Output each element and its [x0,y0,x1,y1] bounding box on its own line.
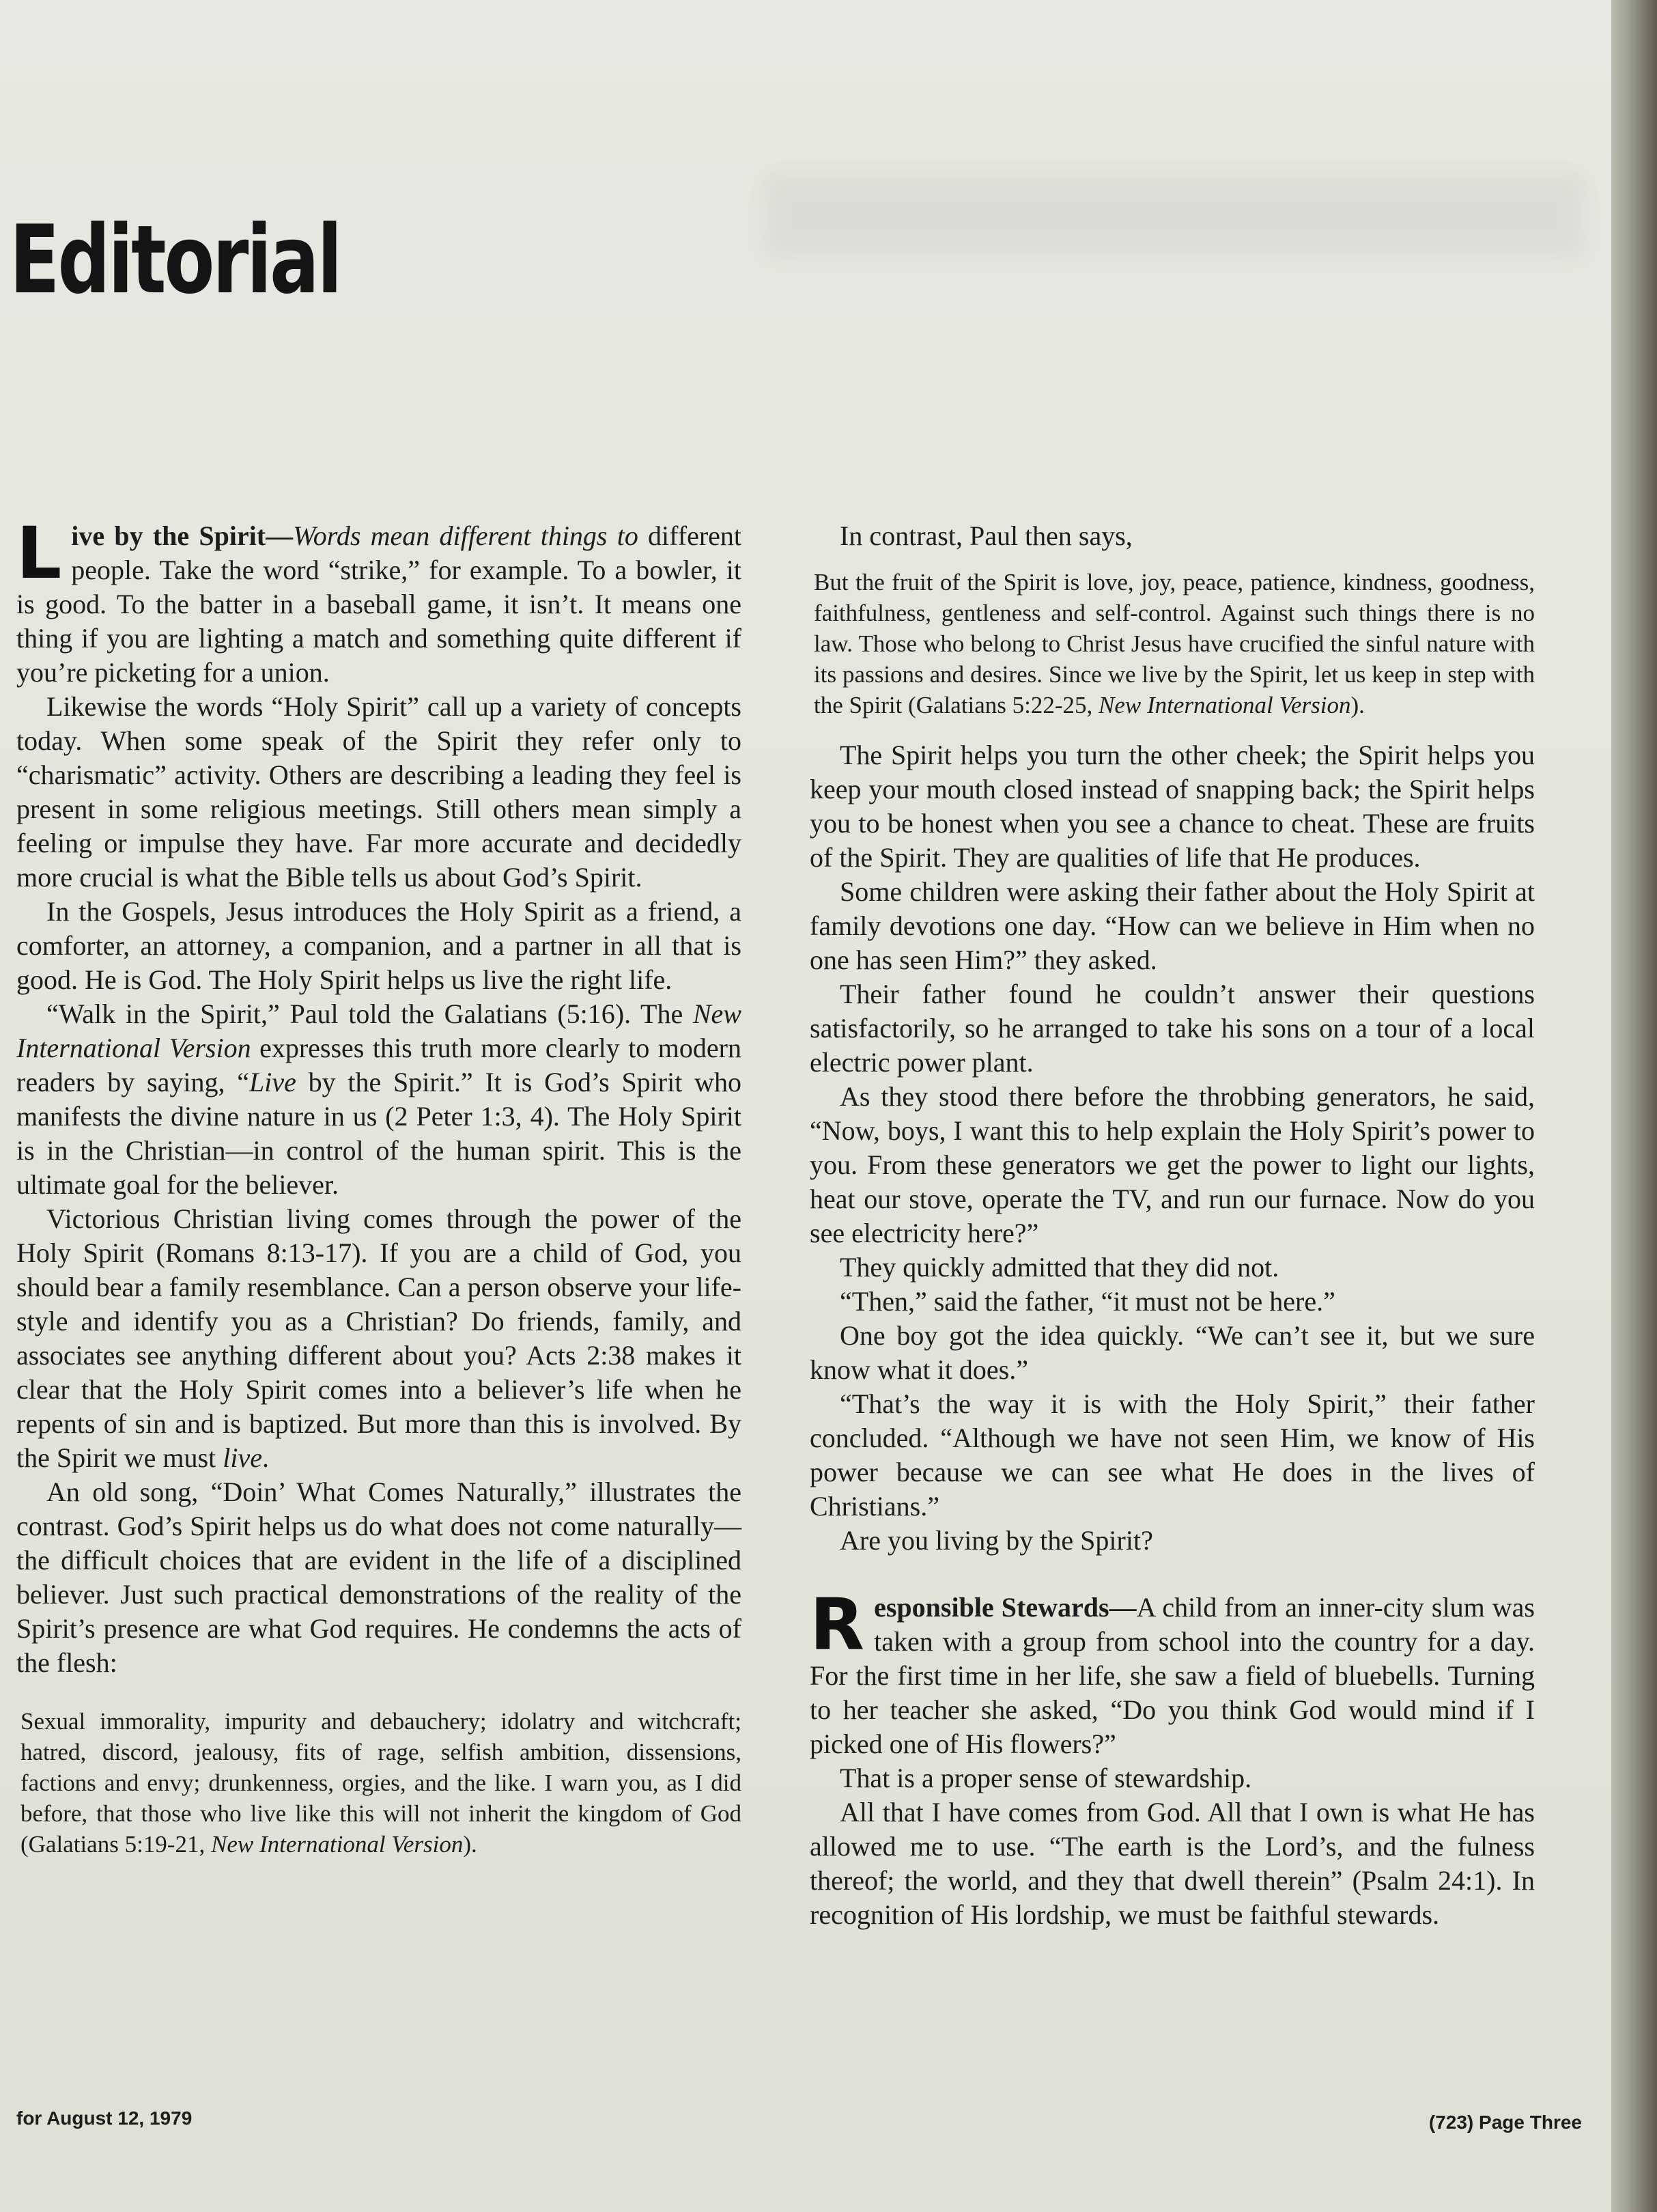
article-paragraph: All that I have comes from God. All that I own is what He has allowed me to use. “The earth is the Lord’s, and the fulness thereof; the world, and they that dwell therein” (Psalm 24:1). In recognition of His lordship, we must be faithful stewards. [810,1797,1535,1930]
quote-text: But the fruit of the Spirit is love, joy, peace, patience, kindness, goodness, faithfulness, gentleness and self-control. Against such things there is no law. Those who belong to Christ Jesus have crucified the sinful nature with its passions and desires. Since we live by the Spirit, let us keep in step with the Spirit (Galatians 5:22-25, [814,569,1535,718]
article-paragraph: In contrast, Paul then says, [840,520,1133,551]
paragraph-text: different people. Take the word “strike,” for example. To a bowler, it is good. To the batter in a baseball game, it isn’t. It means one thing if you are lighting a match and something quite different if you’re picketing for a union. [16,520,742,688]
paragraph-text: A child from an inner-city slum was taken with a group from school into the country for a day. For the first time in her life, she saw a field of bluebells. Turning to her teacher she asked, “Do you think God would mind if I picked one of His flowers?” [810,1592,1535,1759]
paragraph-text: Victorious Christian living comes through the power of the Holy Spirit (Romans 8:13-17). If you are a child of God, you should bear a family resemblance. Can a person observe your life-style and identify you as a Christian? Do friends, family, and associates see anything different about you? Acts 2:38 makes it clear that the Holy Spirit comes into a believer’s life when he repents of sin and is baptized. But more than this is involved. By the Spirit we must [16,1203,741,1473]
article-paragraph: As they stood there before the throbbing generators, he said, “Now, boys, I want this to help explain the Holy Spirit’s power to you. From these generators we get the power to light our lights, heat our stove, operate the TV, and run our furnace. Now do you see electricity here?” [810,1081,1535,1248]
italic-phrase: Words mean different things to [293,520,638,551]
article-paragraph: Some children were asking their father about the Holy Spirit at family devotions one day. “How can we believe in Him when no one has seen Him?” they asked. [810,876,1535,975]
article-paragraph: An old song, “Doin’ What Comes Naturally,” illustrates the contrast. God’s Spirit helps us do what does not come naturally—the difficult choices that are evident in the life of a disciplined believer. Just such practical demonstrations of the reality of the Spirit’s presence are what God requires. He condemns the acts of the flesh: [16,1476,741,1678]
article-paragraph: The Spirit helps you turn the other cheek; the Spirit helps you keep your mouth closed instead of snapping back; the Spirit helps you to be honest when you see a chance to cheat. These are fruits of the Spirit. They are qualities of life that He produces. [810,740,1535,873]
quote-text: ). [1350,692,1365,718]
article-paragraph [810,1583,1535,1761]
page-edge-shadow [1611,0,1657,2212]
section-spacer [810,1558,1535,1591]
italic-phrase: New International Version [210,1831,464,1858]
quote-text: Sexual immorality, impurity and debauchery; idolatry and witchcraft; hatred, discord, jealousy, fits of rage, selfish ambition, dissensions, factions and envy; drunkenness, orgies, and the like. I warn you, as I did before, that those who live like this will not inherit the kingdom of God (Galatians 5:19-21, [20,1708,741,1858]
quote-text: ). [463,1831,477,1858]
scripture-quote [16,1706,741,1860]
article-paragraph: “Then,” said the father, “it must not be here.” [840,1286,1335,1317]
page-number: (723) Page Three [1428,2112,1582,2133]
paragraph-text: by the Spirit.” It is God’s Spirit who manifests the divine nature in us (2 Peter 1:3, 4). The Holy Spirit is in the Christian—in control of the human spirit. This is the ultimate goal for the believer. [16,1067,742,1200]
left-column [16,512,742,1887]
drop-cap: L [16,512,62,595]
italic-phrase: New International Version [16,998,741,1063]
scripture-quote [810,567,1535,720]
article-paragraph: One boy got the idea quickly. “We can’t see it, but we sure know what it does.” [810,1320,1535,1385]
drop-cap: R [810,1583,865,1666]
article-paragraph: They quickly admitted that they did not. [840,1252,1279,1283]
page-title: Editorial [10,205,341,315]
article-paragraph: Likewise the words “Holy Spirit” call up a variety of concepts today. When some speak of the Spirit they refer only to “charismatic” activity. Others are describing a leading they feel is present in some religious meetings. Still others mean simply a feeling or impulse they have. Far more accurate and decidedly more crucial is what the Bible tells us about God’s Spirit. [16,691,741,893]
paragraph-text: expresses this truth more clearly to modern readers by saying, “ [16,1033,741,1097]
italic-phrase: New International Version [1099,692,1351,718]
issue-date: for August 12, 1979 [16,2108,193,2129]
article-paragraph: Their father found he couldn’t answer their questions satisfactorily, so he arranged to take his sons on a tour of a local electric power plant. [810,979,1535,1078]
bleed-through-text [765,174,1584,256]
article-paragraph: Are you living by the Spirit? [840,1525,1153,1556]
paragraph-text: . [261,1442,269,1473]
section-heading: ive by the Spirit— [71,520,294,551]
italic-phrase: live [223,1442,262,1473]
article-paragraph [16,512,742,690]
article-paragraph: That is a proper sense of stewardship. [840,1763,1252,1793]
section-heading: esponsible Stewards— [874,1592,1137,1623]
article-paragraph [16,1202,741,1475]
article-paragraph: In the Gospels, Jesus introduces the Holy Spirit as a friend, a comforter, an attorney, a companion, and a partner in all that is good. He is God. The Holy Spirit helps us live the right life. [16,896,741,995]
italic-phrase: Live [249,1067,296,1097]
paragraph-text: “Walk in the Spirit,” Paul told the Galatians (5:16). The [46,998,693,1029]
right-column [810,519,1535,1932]
article-paragraph [16,997,741,1202]
article-paragraph: “That’s the way it is with the Holy Spirit,” their father concluded. “Although we have not seen Him, we know of His power because we can see what He does in the lives of Christians.” [810,1388,1535,1522]
